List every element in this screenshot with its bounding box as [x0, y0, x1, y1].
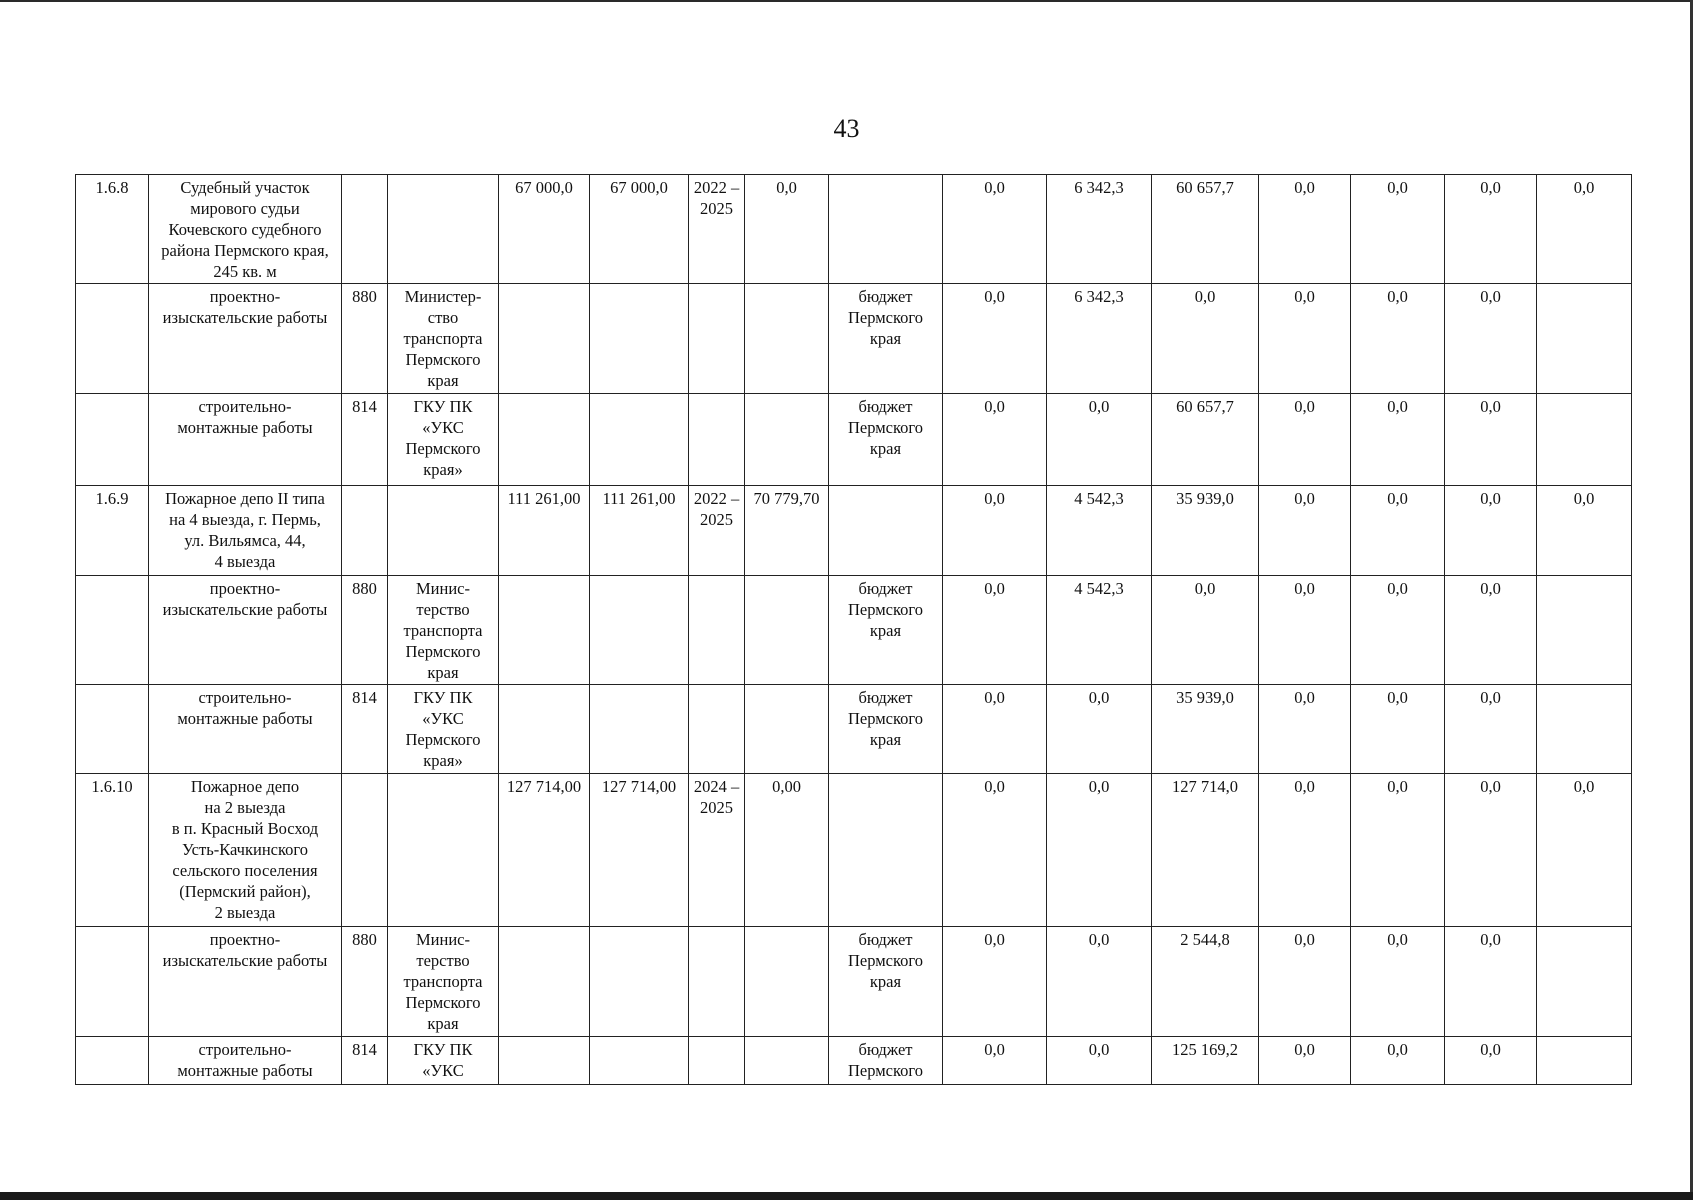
value-cell: 0,0: [943, 486, 1047, 576]
source-cell: бюджет Пермского края: [829, 927, 943, 1037]
item-number-cell: [76, 284, 149, 394]
value-cell: 0,0: [943, 394, 1047, 486]
item-number-cell: [76, 1037, 149, 1085]
page-number: 43: [833, 114, 860, 143]
value-cell: 0,0: [1152, 284, 1259, 394]
value-cell: 0,0: [1259, 394, 1351, 486]
value-cell: 0,0: [943, 774, 1047, 927]
value-cell: 0,0: [1445, 685, 1537, 774]
estimated-cost-cell: [499, 394, 590, 486]
estimated-cost-cell: [499, 685, 590, 774]
value-cell: 0,0: [1259, 1037, 1351, 1085]
organization-cell: Минис- терство транспорта Пермского края: [388, 576, 499, 685]
item-number-cell: 1.6.8: [76, 175, 149, 284]
value-cell: 35 939,0: [1152, 486, 1259, 576]
organization-cell: Министер- ство транспорта Пермского края: [388, 284, 499, 394]
value-cell: 0,0: [1047, 394, 1152, 486]
code-cell: 880: [342, 284, 388, 394]
item-number-cell: [76, 685, 149, 774]
code-cell: 814: [342, 685, 388, 774]
cost-cell: 67 000,0: [590, 175, 689, 284]
value-cell: 0,0: [1351, 774, 1445, 927]
cost-cell: [590, 394, 689, 486]
source-cell: [829, 774, 943, 927]
period-cell: [689, 394, 745, 486]
value-cell: 0,0: [1445, 175, 1537, 284]
value-cell: 0,0: [1537, 774, 1632, 927]
value-cell: 0,0: [943, 1037, 1047, 1085]
value-cell: 0,0: [1351, 284, 1445, 394]
object-name-cell: проектно- изыскательские работы: [149, 927, 342, 1037]
table-row: [76, 927, 1632, 1037]
value-cell: 60 657,7: [1152, 175, 1259, 284]
financed-cell: [745, 927, 829, 1037]
table-row: [76, 486, 1632, 576]
source-cell: бюджет Пермского: [829, 1037, 943, 1085]
value-cell: 0,0: [1351, 927, 1445, 1037]
value-cell: 0,0: [1537, 486, 1632, 576]
cost-cell: [590, 576, 689, 685]
scan-bottom-edge: [0, 1192, 1693, 1200]
value-cell: 35 939,0: [1152, 685, 1259, 774]
value-cell: [1537, 284, 1632, 394]
cost-cell: [590, 1037, 689, 1085]
table-body: [76, 175, 1632, 1085]
value-cell: 0,0: [1259, 927, 1351, 1037]
value-cell: 0,0: [1351, 685, 1445, 774]
object-name-cell: строительно- монтажные работы: [149, 685, 342, 774]
object-name-cell: строительно- монтажные работы: [149, 394, 342, 486]
budget-table: [75, 174, 1632, 1085]
financed-cell: 70 779,70: [745, 486, 829, 576]
cost-cell: [590, 685, 689, 774]
cost-cell: 127 714,00: [590, 774, 689, 927]
period-cell: [689, 284, 745, 394]
value-cell: 0,0: [1445, 927, 1537, 1037]
value-cell: 0,0: [1351, 486, 1445, 576]
value-cell: 0,0: [943, 175, 1047, 284]
object-name-cell: проектно- изыскательские работы: [149, 284, 342, 394]
period-cell: [689, 1037, 745, 1085]
table-row: [76, 774, 1632, 927]
source-cell: бюджет Пермского края: [829, 576, 943, 685]
code-cell: 880: [342, 576, 388, 685]
value-cell: 0,0: [1445, 284, 1537, 394]
value-cell: 0,0: [1351, 394, 1445, 486]
estimated-cost-cell: 67 000,0: [499, 175, 590, 284]
item-number-cell: [76, 394, 149, 486]
organization-cell: ГКУ ПК «УКС Пермского края»: [388, 394, 499, 486]
value-cell: 0,0: [1047, 685, 1152, 774]
value-cell: 6 342,3: [1047, 284, 1152, 394]
value-cell: 0,0: [1445, 1037, 1537, 1085]
table-row: [76, 394, 1632, 486]
source-cell: [829, 486, 943, 576]
item-number-cell: [76, 576, 149, 685]
value-cell: 0,0: [1445, 486, 1537, 576]
organization-cell: Минис- терство транспорта Пермского края: [388, 927, 499, 1037]
value-cell: 60 657,7: [1152, 394, 1259, 486]
cost-cell: [590, 927, 689, 1037]
code-cell: 814: [342, 1037, 388, 1085]
value-cell: 0,0: [1259, 284, 1351, 394]
value-cell: 0,0: [1047, 1037, 1152, 1085]
financed-cell: [745, 576, 829, 685]
value-cell: 0,0: [943, 927, 1047, 1037]
value-cell: 0,0: [1259, 486, 1351, 576]
financed-cell: [745, 394, 829, 486]
value-cell: 0,0: [1445, 576, 1537, 685]
value-cell: 0,0: [1152, 576, 1259, 685]
scan-top-edge: [0, 0, 1693, 2]
item-number-cell: 1.6.10: [76, 774, 149, 927]
organization-cell: ГКУ ПК «УКС Пермского края»: [388, 685, 499, 774]
estimated-cost-cell: 127 714,00: [499, 774, 590, 927]
value-cell: 0,0: [943, 685, 1047, 774]
value-cell: 0,0: [1351, 1037, 1445, 1085]
object-name-cell: Судебный участок мирового судьи Кочевского судебного района Пермского края, 245 кв. м: [149, 175, 342, 284]
code-cell: 880: [342, 927, 388, 1037]
period-cell: 2024 – 2025: [689, 774, 745, 927]
item-number-cell: [76, 927, 149, 1037]
value-cell: 0,0: [1351, 576, 1445, 685]
source-cell: бюджет Пермского края: [829, 394, 943, 486]
value-cell: 0,0: [943, 284, 1047, 394]
period-cell: [689, 576, 745, 685]
value-cell: 0,0: [1445, 774, 1537, 927]
financed-cell: [745, 1037, 829, 1085]
value-cell: 0,0: [1047, 774, 1152, 927]
period-cell: [689, 927, 745, 1037]
object-name-cell: Пожарное депо на 2 выезда в п. Красный Восход Усть-Качкинского сельского поселения (Пермский район), 2 выезда: [149, 774, 342, 927]
source-cell: бюджет Пермского края: [829, 685, 943, 774]
value-cell: 0,0: [943, 576, 1047, 685]
value-cell: 4 542,3: [1047, 486, 1152, 576]
estimated-cost-cell: [499, 576, 590, 685]
value-cell: 4 542,3: [1047, 576, 1152, 685]
value-cell: 0,0: [1259, 576, 1351, 685]
table-row: [76, 1037, 1632, 1085]
financed-cell: [745, 284, 829, 394]
value-cell: 2 544,8: [1152, 927, 1259, 1037]
cost-cell: 111 261,00: [590, 486, 689, 576]
period-cell: [689, 685, 745, 774]
code-cell: 814: [342, 394, 388, 486]
organization-cell: [388, 486, 499, 576]
value-cell: [1537, 685, 1632, 774]
value-cell: [1537, 1037, 1632, 1085]
table-row: [76, 576, 1632, 685]
value-cell: 0,0: [1259, 685, 1351, 774]
object-name-cell: проектно- изыскательские работы: [149, 576, 342, 685]
period-cell: 2022 – 2025: [689, 175, 745, 284]
source-cell: [829, 175, 943, 284]
cost-cell: [590, 284, 689, 394]
estimated-cost-cell: [499, 284, 590, 394]
value-cell: 0,0: [1537, 175, 1632, 284]
value-cell: 0,0: [1445, 394, 1537, 486]
value-cell: 0,0: [1259, 175, 1351, 284]
object-name-cell: строительно- монтажные работы: [149, 1037, 342, 1085]
financed-cell: [745, 685, 829, 774]
organization-cell: [388, 774, 499, 927]
item-number-cell: 1.6.9: [76, 486, 149, 576]
value-cell: 125 169,2: [1152, 1037, 1259, 1085]
value-cell: 6 342,3: [1047, 175, 1152, 284]
value-cell: [1537, 927, 1632, 1037]
value-cell: 0,0: [1047, 927, 1152, 1037]
value-cell: [1537, 394, 1632, 486]
organization-cell: ГКУ ПК «УКС: [388, 1037, 499, 1085]
value-cell: [1537, 576, 1632, 685]
estimated-cost-cell: [499, 927, 590, 1037]
table-row: [76, 685, 1632, 774]
estimated-cost-cell: 111 261,00: [499, 486, 590, 576]
value-cell: 0,0: [1351, 175, 1445, 284]
source-cell: бюджет Пермского края: [829, 284, 943, 394]
code-cell: [342, 175, 388, 284]
value-cell: 127 714,0: [1152, 774, 1259, 927]
code-cell: [342, 486, 388, 576]
value-cell: 0,0: [1259, 774, 1351, 927]
period-cell: 2022 – 2025: [689, 486, 745, 576]
estimated-cost-cell: [499, 1037, 590, 1085]
table-row: [76, 284, 1632, 394]
organization-cell: [388, 175, 499, 284]
code-cell: [342, 774, 388, 927]
financed-cell: 0,00: [745, 774, 829, 927]
financed-cell: 0,0: [745, 175, 829, 284]
table-row: [76, 175, 1632, 284]
object-name-cell: Пожарное депо II типа на 4 выезда, г. Пермь, ул. Вильямса, 44, 4 выезда: [149, 486, 342, 576]
